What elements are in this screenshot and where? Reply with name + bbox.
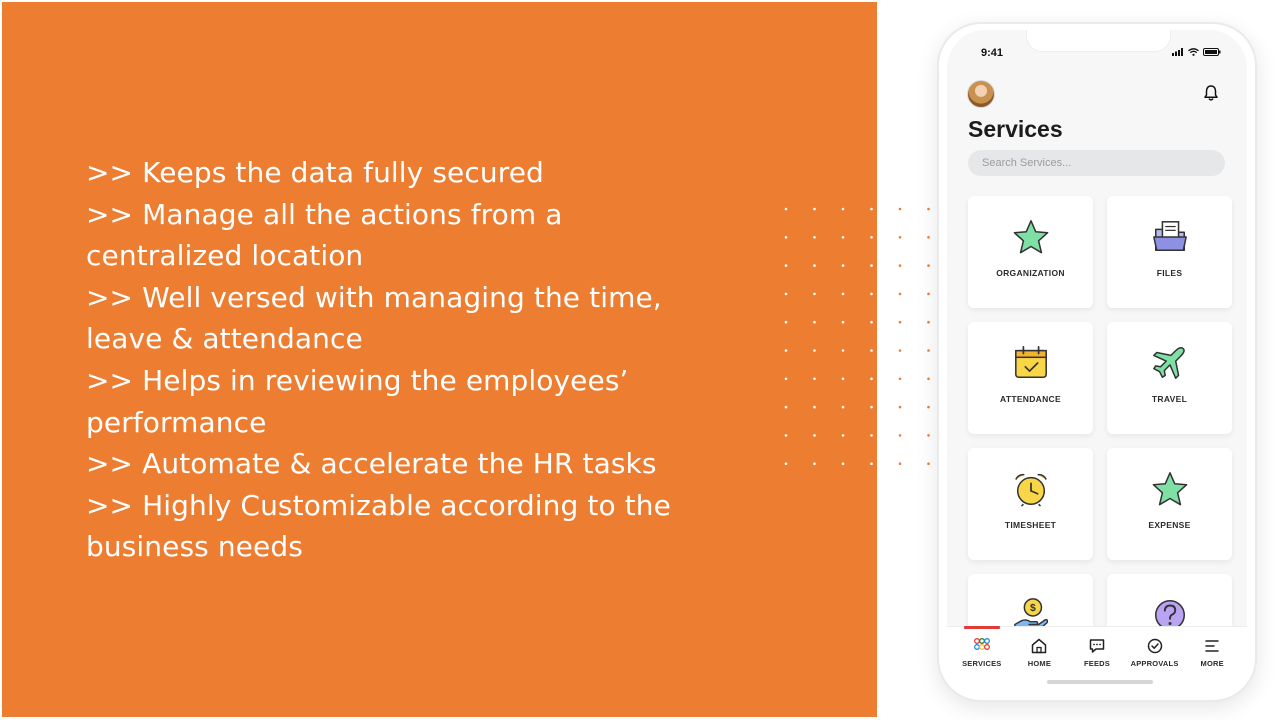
calendar-check-icon bbox=[1012, 344, 1050, 382]
tab-more[interactable] bbox=[1184, 633, 1240, 694]
decorative-dot bbox=[813, 321, 816, 324]
tab-label: MORE bbox=[1200, 659, 1224, 668]
search-services-input[interactable] bbox=[968, 150, 1225, 176]
decorative-dot bbox=[927, 434, 930, 437]
status-icons bbox=[1172, 48, 1221, 56]
service-card-label: EXPENSE bbox=[1148, 520, 1191, 530]
decorative-dot bbox=[870, 434, 873, 437]
decorative-dot bbox=[899, 208, 902, 211]
decorative-dot bbox=[927, 321, 930, 324]
decorative-dot bbox=[785, 349, 788, 352]
home-icon bbox=[1030, 637, 1048, 655]
decorative-dot bbox=[899, 293, 902, 296]
decorative-dot bbox=[870, 321, 873, 324]
folder-icon bbox=[1151, 218, 1189, 256]
service-card-label: ORGANIZATION bbox=[996, 268, 1065, 278]
decorative-dot bbox=[927, 378, 930, 381]
decorative-dot bbox=[899, 349, 902, 352]
tab-label: HOME bbox=[1027, 659, 1052, 668]
decorative-dot bbox=[927, 462, 930, 465]
decorative-dot-grid bbox=[781, 202, 941, 472]
screen-title: Services bbox=[968, 116, 1063, 142]
decorative-dot bbox=[870, 349, 873, 352]
service-card-label: ATTENDANCE bbox=[1000, 394, 1061, 404]
decorative-dot bbox=[927, 236, 930, 239]
service-card-organization[interactable] bbox=[968, 196, 1093, 308]
tab-home[interactable] bbox=[1011, 633, 1067, 694]
phone-screen bbox=[947, 30, 1247, 694]
check-circle-icon bbox=[1146, 637, 1164, 655]
decorative-dot bbox=[927, 264, 930, 267]
decorative-dot bbox=[785, 406, 788, 409]
decorative-dot bbox=[785, 462, 788, 465]
decorative-dot bbox=[899, 264, 902, 267]
decorative-dot bbox=[899, 434, 902, 437]
decorative-dot bbox=[813, 236, 816, 239]
feature-line: leave & attendance bbox=[86, 322, 363, 356]
feature-line: >> Helps in reviewing the employees’ bbox=[86, 363, 629, 397]
bell-icon[interactable] bbox=[1203, 84, 1219, 102]
service-card-label: FILES bbox=[1156, 268, 1183, 278]
tab-approvals[interactable] bbox=[1127, 633, 1183, 694]
decorative-dot bbox=[842, 264, 845, 267]
tab-feeds[interactable] bbox=[1069, 633, 1125, 694]
decorative-dot bbox=[842, 321, 845, 324]
decorative-dot bbox=[870, 378, 873, 381]
decorative-dot bbox=[842, 462, 845, 465]
service-card-files[interactable] bbox=[1107, 196, 1232, 308]
phone-notch bbox=[1026, 30, 1171, 52]
service-card-label: TRAVEL bbox=[1151, 394, 1188, 404]
decorative-dot bbox=[899, 321, 902, 324]
decorative-dot bbox=[899, 462, 902, 465]
tab-label: APPROVALS bbox=[1130, 659, 1179, 668]
home-indicator bbox=[1047, 680, 1153, 684]
decorative-dot bbox=[813, 293, 816, 296]
feature-line: >> Keeps the data fully secured bbox=[86, 156, 544, 189]
decorative-dot bbox=[785, 293, 788, 296]
feature-line: >> Highly Customizable according to the bbox=[86, 488, 671, 522]
star-icon bbox=[1012, 218, 1050, 256]
feature-line: >> Well versed with managing the time, bbox=[86, 280, 662, 314]
feature-line: business needs bbox=[86, 530, 303, 564]
service-card-travel[interactable] bbox=[1107, 322, 1232, 434]
battery-icon bbox=[1203, 48, 1221, 56]
decorative-dot bbox=[813, 434, 816, 437]
decorative-dot bbox=[870, 462, 873, 465]
decorative-dot bbox=[842, 378, 845, 381]
services-grid bbox=[968, 196, 1233, 686]
decorative-dot bbox=[899, 236, 902, 239]
alarm-clock-icon bbox=[1012, 470, 1050, 508]
decorative-dot bbox=[813, 264, 816, 267]
decorative-dot bbox=[899, 406, 902, 409]
svg-text:$: $ bbox=[1029, 603, 1036, 615]
decorative-dot bbox=[842, 293, 845, 296]
tab-label: SERVICES bbox=[962, 659, 1002, 668]
wifi-icon bbox=[1188, 48, 1199, 56]
decorative-dot bbox=[870, 236, 873, 239]
decorative-dot bbox=[785, 208, 788, 211]
user-avatar[interactable] bbox=[967, 80, 995, 108]
tab-label: FEEDS bbox=[1083, 659, 1110, 668]
decorative-dot bbox=[785, 236, 788, 239]
decorative-dot bbox=[870, 406, 873, 409]
decorative-dot bbox=[927, 406, 930, 409]
service-card-timesheet[interactable] bbox=[968, 448, 1093, 560]
decorative-dot bbox=[842, 406, 845, 409]
status-time: 9:41 bbox=[981, 47, 1004, 59]
service-card-attendance[interactable] bbox=[968, 322, 1093, 434]
decorative-dot bbox=[927, 293, 930, 296]
decorative-dot bbox=[785, 434, 788, 437]
feature-line: >> Automate & accelerate the HR tasks bbox=[86, 447, 657, 481]
services-dots-icon bbox=[973, 637, 991, 655]
decorative-dot bbox=[813, 208, 816, 211]
chat-icon bbox=[1088, 637, 1106, 655]
service-card-expense[interactable] bbox=[1107, 448, 1232, 560]
feature-line: centralized location bbox=[86, 239, 364, 273]
decorative-dot bbox=[842, 349, 845, 352]
decorative-dot bbox=[842, 208, 845, 211]
decorative-dot bbox=[870, 208, 873, 211]
decorative-dot bbox=[927, 208, 930, 211]
decorative-dot bbox=[870, 264, 873, 267]
decorative-dot bbox=[927, 349, 930, 352]
feature-line: >> Manage all the actions from a bbox=[86, 197, 563, 231]
tab-services[interactable] bbox=[954, 633, 1010, 694]
star-icon bbox=[1151, 470, 1189, 508]
decorative-dot bbox=[813, 378, 816, 381]
decorative-dot bbox=[842, 236, 845, 239]
service-card-label: TIMESHEET bbox=[1004, 520, 1057, 530]
decorative-dot bbox=[813, 462, 816, 465]
menu-icon bbox=[1203, 637, 1221, 655]
decorative-dot bbox=[785, 321, 788, 324]
airplane-icon bbox=[1151, 344, 1189, 382]
decorative-dot bbox=[842, 434, 845, 437]
signal-icon bbox=[1172, 48, 1184, 56]
feature-line: performance bbox=[86, 405, 267, 439]
decorative-dot bbox=[813, 349, 816, 352]
decorative-dot bbox=[785, 264, 788, 267]
feature-list bbox=[86, 152, 706, 568]
decorative-dot bbox=[870, 293, 873, 296]
decorative-dot bbox=[899, 378, 902, 381]
decorative-dot bbox=[813, 406, 816, 409]
phone-mockup bbox=[937, 22, 1257, 702]
decorative-dot bbox=[785, 378, 788, 381]
